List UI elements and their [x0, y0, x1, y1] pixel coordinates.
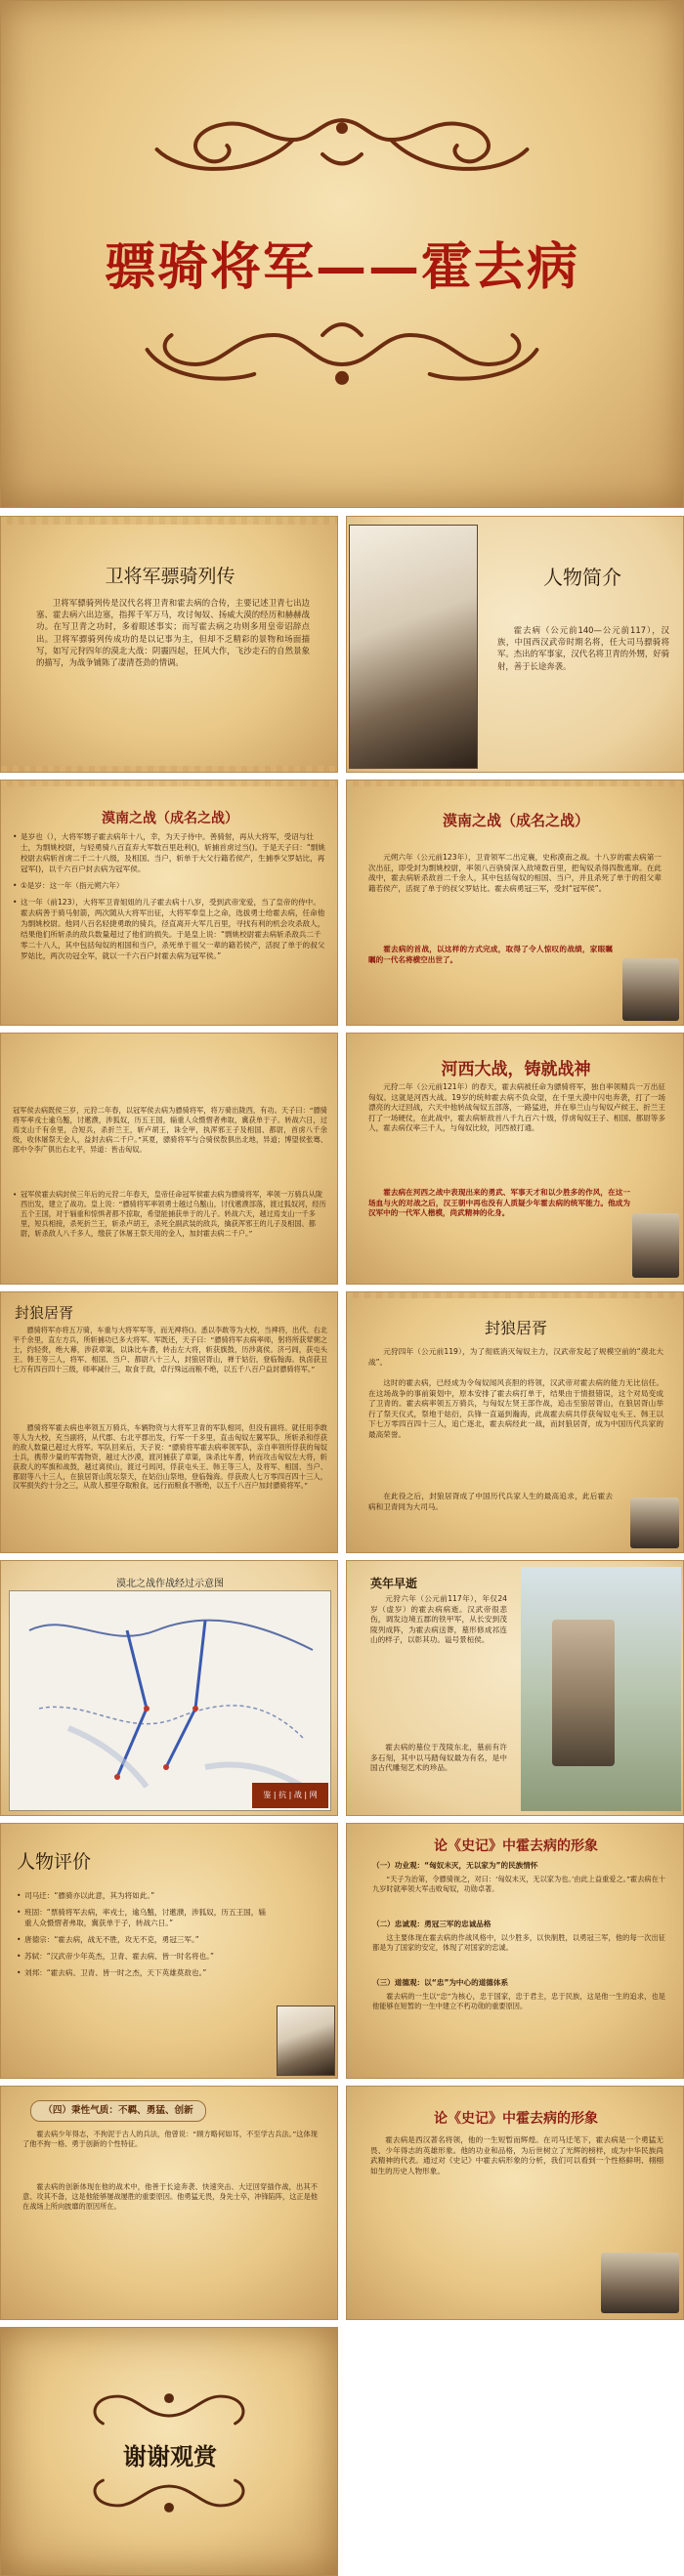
slide-hexi-source: [0, 1033, 338, 1285]
slide-text: 元朔六年（公元前123年），卫青领军二出定襄，史称漠南之战。十八岁的霍去病第一次出征，即受封为剽姚校尉，率领八百骁骑深入敌境数百里，把匈奴杀得四散逃窜。在此战中，霍去病斩杀敌首二千余人，其中包括匈奴的相国、当户，并且杀死了单于的祖父辈籍若侯产，活捉了单于的叔父罗姑比。霍去病勇冠三军，受封“冠军侯”。: [368, 853, 662, 893]
list-item: • 是岁也（），大将军甥子霍去病年十八，幸，为天子侍中。善骑射，再从大将军，受诏与壮士，为剽姚校尉，与轻勇骑八百直弃大军数百里赴利()，斩捕首虏过当()。于是天子曰：“剽姚校尉去病斩首虏二千二十八级，及相国、当户，斩单于大父行籍若侯产，生捕季父罗姑比，再冠军()，以千六百户封去病为冠军侯。: [13, 831, 327, 874]
slide-title: 卫将军骠骑列传: [105, 566, 235, 587]
slide-liezhuan: [0, 516, 338, 773]
portrait-illustration: [277, 2006, 335, 2076]
statue-photo: [601, 2253, 679, 2313]
cover-title: 骠骑将军——霍去病: [104, 237, 579, 297]
slide-text: 霍去病是西汉著名将领，他的一生短暂而辉煌。在司马迁笔下，霍去病是一个勇猛无畏、少年得志的英雄形象。他的功业和品格，为后世树立了光辉的榜样，成为中华民族尚武精神的代表。通过对《史记》中霍去病形象的分析，我们可以看到一个性格鲜明、栩栩如生的历史人物形象。: [370, 2135, 663, 2175]
slide-title: 封狼居胥: [15, 1304, 74, 1322]
slide-title: 英年早逝: [370, 1577, 418, 1590]
statue-photo: [630, 1498, 679, 1548]
slide-map: [0, 1560, 338, 1816]
translation-list: [13, 1190, 327, 1245]
ornament-icon: [1, 2386, 337, 2429]
source-list: [13, 831, 327, 967]
slide-thanks: [0, 2327, 338, 2576]
slide-monan-summary: [346, 780, 684, 1026]
list-item: • 班固：“票骑将军去病，率戎士，逾乌盭，讨遬濮，涉狐奴，历五王国，辎重人众慑慴者弗取，冀获单于子，转战六日。”: [17, 1907, 271, 1928]
section-text: “天子为治第，令骠骑视之，对曰：‘匈奴未灭，无以家为也。’由此上益重爱之。”霍去病在十九岁时就率领大军击败匈奴，功勋卓著。: [372, 1875, 665, 1893]
ornament-icon: [1, 2474, 337, 2517]
highlight-text: 霍去病的首战，以这样的方式完成，取得了令人惊叹的战绩，家眼瞩瞩的一代名将横空出世了。: [368, 945, 613, 964]
statue-photo: [632, 1213, 679, 1278]
slide-shiji-image-2: [0, 2086, 338, 2320]
slide-death: [346, 1560, 684, 1816]
section-heading: （二）忠诚观：勇冠三军的忠诚品格: [372, 1920, 492, 1928]
slide-langju-summary: [346, 1291, 684, 1553]
slide-title: 论《史记》中霍去病的形象: [434, 2111, 598, 2127]
slide-langju-source: [0, 1291, 338, 1553]
highlight-text: 霍去病在河西之战中表现出来的勇武、军事天才和以少胜多的作风，在这一场血与火的对战之后，汉王朝中再也没有人质疑少年霍去病的统军能力。他成为汉军中的一代军人楷模，尚武精神的化身。: [368, 1188, 630, 1218]
slide-text: 元狩二年（公元前121年）的春天，霍去病被任命为骠骑将军，独自率领精兵一万出征匈奴。这就是河西大战。19岁的统帅霍去病不负众望，在千里大漠中闪电奔袭，打了一场漂亮的大迂回战，六天中他转战匈奴五部落，一路猛进，并在皋兰山与匈奴卢候王、折兰王打了一场硬仗，在此战中，霍去病斩敌首八千九百六十级，俘虏匈奴王子、相国、都尉等多人，霍去病仅率三千人，与匈奴比较，河西被打通。: [368, 1082, 665, 1133]
slide-title: 封狼居胥: [484, 1319, 547, 1337]
slide-text: 这时的霍去病，已经成为令匈奴闻风丧胆的将领，汉武帝对霍去病的能力无比信任。在这场战争的事前策划中，原本安排了霍去病打单于，结果由于情报错误，这个对局变成了卫青的。霍去病率领五万骑兵，与匈奴左贤王部作战，追击至狼居胥山，在狼居胥山举行了祭天仪式，祭地于姑衍，兵锋一直逼到瀚海，此战霍去病共俘获匈奴屯头王、韩王以下七万零四百四十三人，追亡逐北，霍去病经此一战，而封狼居胥，成为中国历代兵家的最高荣誉。: [368, 1378, 663, 1439]
list-item: • 冠军侯霍去病封侯三年后的元狩二年春天，皇帝任命冠军侯霍去病为骠骑将军，率领一万骑兵从陇西出发，建立了战功。皇上说：“骠骑将军率领勇士越过乌盭山，讨伐遬濮部落，渡过狐奴河，经历五个王国，对于辎重和惊惧者都不掠取，希望能捕获单于的儿子。转战六天，越过焉支山一千多里，短兵相接，杀死折兰王，斩杀卢胡王，杀死全副武装的敌兵，擒获浑邪王的儿子及相国、都尉，斩杀敌人八千多人，缴获了休屠王祭天用的金人，加封霍去病二千户。”: [13, 1190, 327, 1239]
section-heading: （四）秉性气质：不羁、勇猛、创新: [30, 2100, 206, 2122]
slide-monan-source: [0, 780, 338, 1026]
list-item: • 苏轼：“汉武帝少年英杰，卫青、霍去病、皆一时名将也。”: [17, 1951, 271, 1962]
source-text: 冠军侯去病既侯三岁，元狩二年春，以冠军侯去病为骠骑将军，将万骑出陇西，有功。天子曰：“骠骑将军率戎士逾乌盭，讨遬濮，涉狐奴，历五王国，辎重人众慑慴者弗取，冀获单于子。转战六日，过焉支山千有余里，合短兵，杀折兰王，斩卢胡王，诛全甲，执浑邪王子及相国、都尉，首虏八千余级，收休屠祭天金人，益封去病二千户。”其夏，骠骑将军与合骑侯敖俱出北地，异道；博望侯张骞、郎中令李广俱出右北平，异道：皆击匈奴。: [13, 1106, 327, 1154]
slide-title: 人物评价: [17, 1851, 92, 1873]
section-text: 这主要体现在霍去病的作战风格中，以少胜多，以快制胜，以勇冠三军，他的每一次出征都是为了国家的安定，体现了对国家的忠诚。: [372, 1933, 665, 1952]
cover-slide: [0, 0, 684, 508]
slide-text: 元狩四年（公元前119），为了彻底消灭匈奴主力，汉武帝发起了规模空前的“漠北大战”。: [368, 1347, 663, 1367]
top-ornament-icon: [1, 110, 683, 179]
slide-evaluation: [0, 1823, 338, 2079]
slide-hexi-summary: [346, 1033, 684, 1285]
map-title: 漠北之战作战经过示意图: [116, 1579, 224, 1589]
translation-text: 骠骑将军霍去病也率领五万骑兵，车辆物资与大将军卫青的军队相同，但没有副将。就任用李敢等人为大校，充当副将，从代郡、右北平郡出发，行军一千多里，直击匈奴左翼军队，所斩杀和俘获的敌人数量已超过大将军。军队回来后，天子说：“骠骑将军霍去病率领军队，亲自率领所俘获的匈奴士兵，携带少量的军需物资，越过大沙漠，渡河捕获了章渠，诛杀比车耆，转而攻击匈奴左大将，斩获敌人的军旗和战鼓，越过离侯山，渡过弓闾河，俘获屯头王、韩王等三人，及将军、相国、当户、都尉等八十三人，在狼居胥山筑坛祭天，在姑衍山祭地，登临翰海。俘获敌人七万零四百四十三人，汉军损失约十分之三，从敌人那里夺取粮食，远行而粮食不断绝，以五千八百户加封骠骑将军。”: [13, 1423, 327, 1491]
slide-shiji-image-3: [346, 2086, 684, 2320]
section-heading: （三）道德观：以“忠”为中心的道德体系: [372, 1978, 509, 1987]
section-heading: （一）功业观：“匈奴未灭，无以家为”的民族情怀: [372, 1861, 538, 1870]
map-stamp-text: 鉴 | 抗 | 战 | 网: [263, 1791, 318, 1799]
battle-map: [9, 1590, 331, 1811]
list-item: • 刘邦：“霍去病、卫青、皆一时之杰，天下英雄莫敌也。”: [17, 1967, 271, 1978]
slide-title: 人物简介: [543, 566, 621, 589]
list-item: • 唐德宗：“霍去病，战无不胜，攻无不克，勇冠三军。”: [17, 1934, 271, 1945]
slide-text: 元狩六年（公元前117年），年仅24岁（虚岁）的霍去病病逝。汉武帝很悲伤，调发边境五郡的铁甲军，从长安到茂陵列成阵，为霍去病送葬，墓形修成祁连山的样子，以彰其功。谥号景桓侯。: [370, 1594, 507, 1645]
slide-text: 在此役之后，封狼居胥成了中国历代兵家人生的最高追求，此后霍去病和卫青同为大司马。: [368, 1492, 613, 1511]
map-legend-stamp: [252, 1783, 328, 1808]
list-item: • 司马迁：“骠骑亦以此意，其为将如此。”: [17, 1890, 271, 1901]
warrior-illustration: [349, 525, 478, 769]
bottom-ornament-icon: [1, 306, 683, 394]
slide-text: 卫将军骠骑列传是汉代名将卫青和霍去病的合传，主要记述卫青七出边塞、霍去病六出边塞，指挥千军万马，攻讨匈奴、扬威大漠的经历和赫赫战功。在写卫青之功时，多着眼述事实；而写霍去病之功则多用皇帝诏辞点出。卫将军骠骑列传成功的是以记事为主，但却不乏精彩的景物和场面描写，如写元狩四年的漠北大战：阴霾四起，狂风大作，飞沙走石的自然景象的描写，为战争铺陈了凄清苍劲的情调。: [36, 598, 310, 668]
evaluation-list: [17, 1890, 271, 1984]
horse-statue-photo: [622, 958, 679, 1021]
slide-title: 论《史记》中霍去病的形象: [434, 1838, 598, 1854]
source-text: 骠骑将军亦将五万骑，车重与大将军军等，而无裨将()。悉以李敢等为大校，当裨将，出代、右北平千余里，直左方兵，所斩捕功已多大将军。军既还，天子曰：“骠骑将军去病率师，躬将所获荤粥之士，约轻赍，绝大幕，涉获章渠，以诛比车耆，转击左大将，斩获旗鼓，历涉离侯。济弓闾，获屯头王、韩王等三人，将军、相国、当户、都尉八十三人，封狼居胥山，禅于姑衍，登临翰海。执卤获丑七万有四百四十三级，师率减什三，取食于敌，卓行殊远而粮不绝，以五千八百户益封骠骑将军。”: [13, 1326, 327, 1373]
section-text: 霍去病少年得志，不拘泥于古人的兵法，他曾说：“顾方略何如耳，不至学古兵法。”这体现了他不拘一格、勇于创新的个性特征。: [22, 2130, 318, 2148]
slide-title: 河西大战，铸就战神: [441, 1060, 591, 1079]
thanks-title: 谢谢观赏: [123, 2442, 217, 2470]
list-item: • ①是岁：这一年（指元朔六年）: [13, 880, 327, 891]
slide-profile: [346, 516, 684, 773]
slide-text: 霍去病的墓位于茂陵东北，墓前有许多石刻，其中以马踏匈奴最为有名，是中国古代雕刻艺术的珍品。: [370, 1743, 507, 1773]
section-text: 霍去病的一生以“忠”为核心，忠于国家，忠于君主，忠于民族，这是他一生的追求，也是他能够在短暂的一生中建立不朽功勋的重要原因。: [372, 1992, 665, 2010]
section-text: 霍去病的创新体现在他的战术中，他善于长途奔袭、快速突击、大迂回穿插作战，出其不意、攻其不备，这是他能够屡战屡胜的重要原因。他勇猛无畏，身先士卒，冲锋陷阵，这正是他在战场上所向披靡的原因所在。: [22, 2182, 318, 2211]
slide-title: 漠南之战（成名之战）: [442, 812, 589, 829]
stone-sculpture: [552, 1620, 615, 1766]
list-item: • 这一年（前123），大将军卫青姐姐的儿子霍去病十八岁，受到武帝宠爱，当了皇帝的侍中。霍去病善于骑马射箭，两次随从大将军出征，大将军奉皇上之命，选拔勇士给霍去病，任命他为剽姚校尉。他同八百名轻捷勇敢的骑兵，径直离开大军几百里，寻找有利的机会攻杀敌人，结果他们所斩杀的敌兵数量超过了他们的损失。于是皇上说：“剽姚校尉霍去病斩杀敌兵二千零二十八人，其中包括匈奴的相国和当户，杀死单于祖父一辈的籍若侯产，活捉了单于的叔父罗姑比，两次功冠全军，就以一千六百户封霍去病为冠军侯。”: [13, 897, 327, 961]
slide-text: 霍去病（公元前140—公元前117），汉族，中国西汉武帝时期名将，任大司马骠骑将军。杰出的军事家，汉代名将卫青的外甥，好骑射，善于长途奔袭。: [497, 625, 669, 671]
slide-title: 漠南之战（成名之战）: [102, 811, 238, 826]
map-route-icon: [10, 1591, 332, 1812]
slide-shiji-image-1: [346, 1823, 684, 2079]
